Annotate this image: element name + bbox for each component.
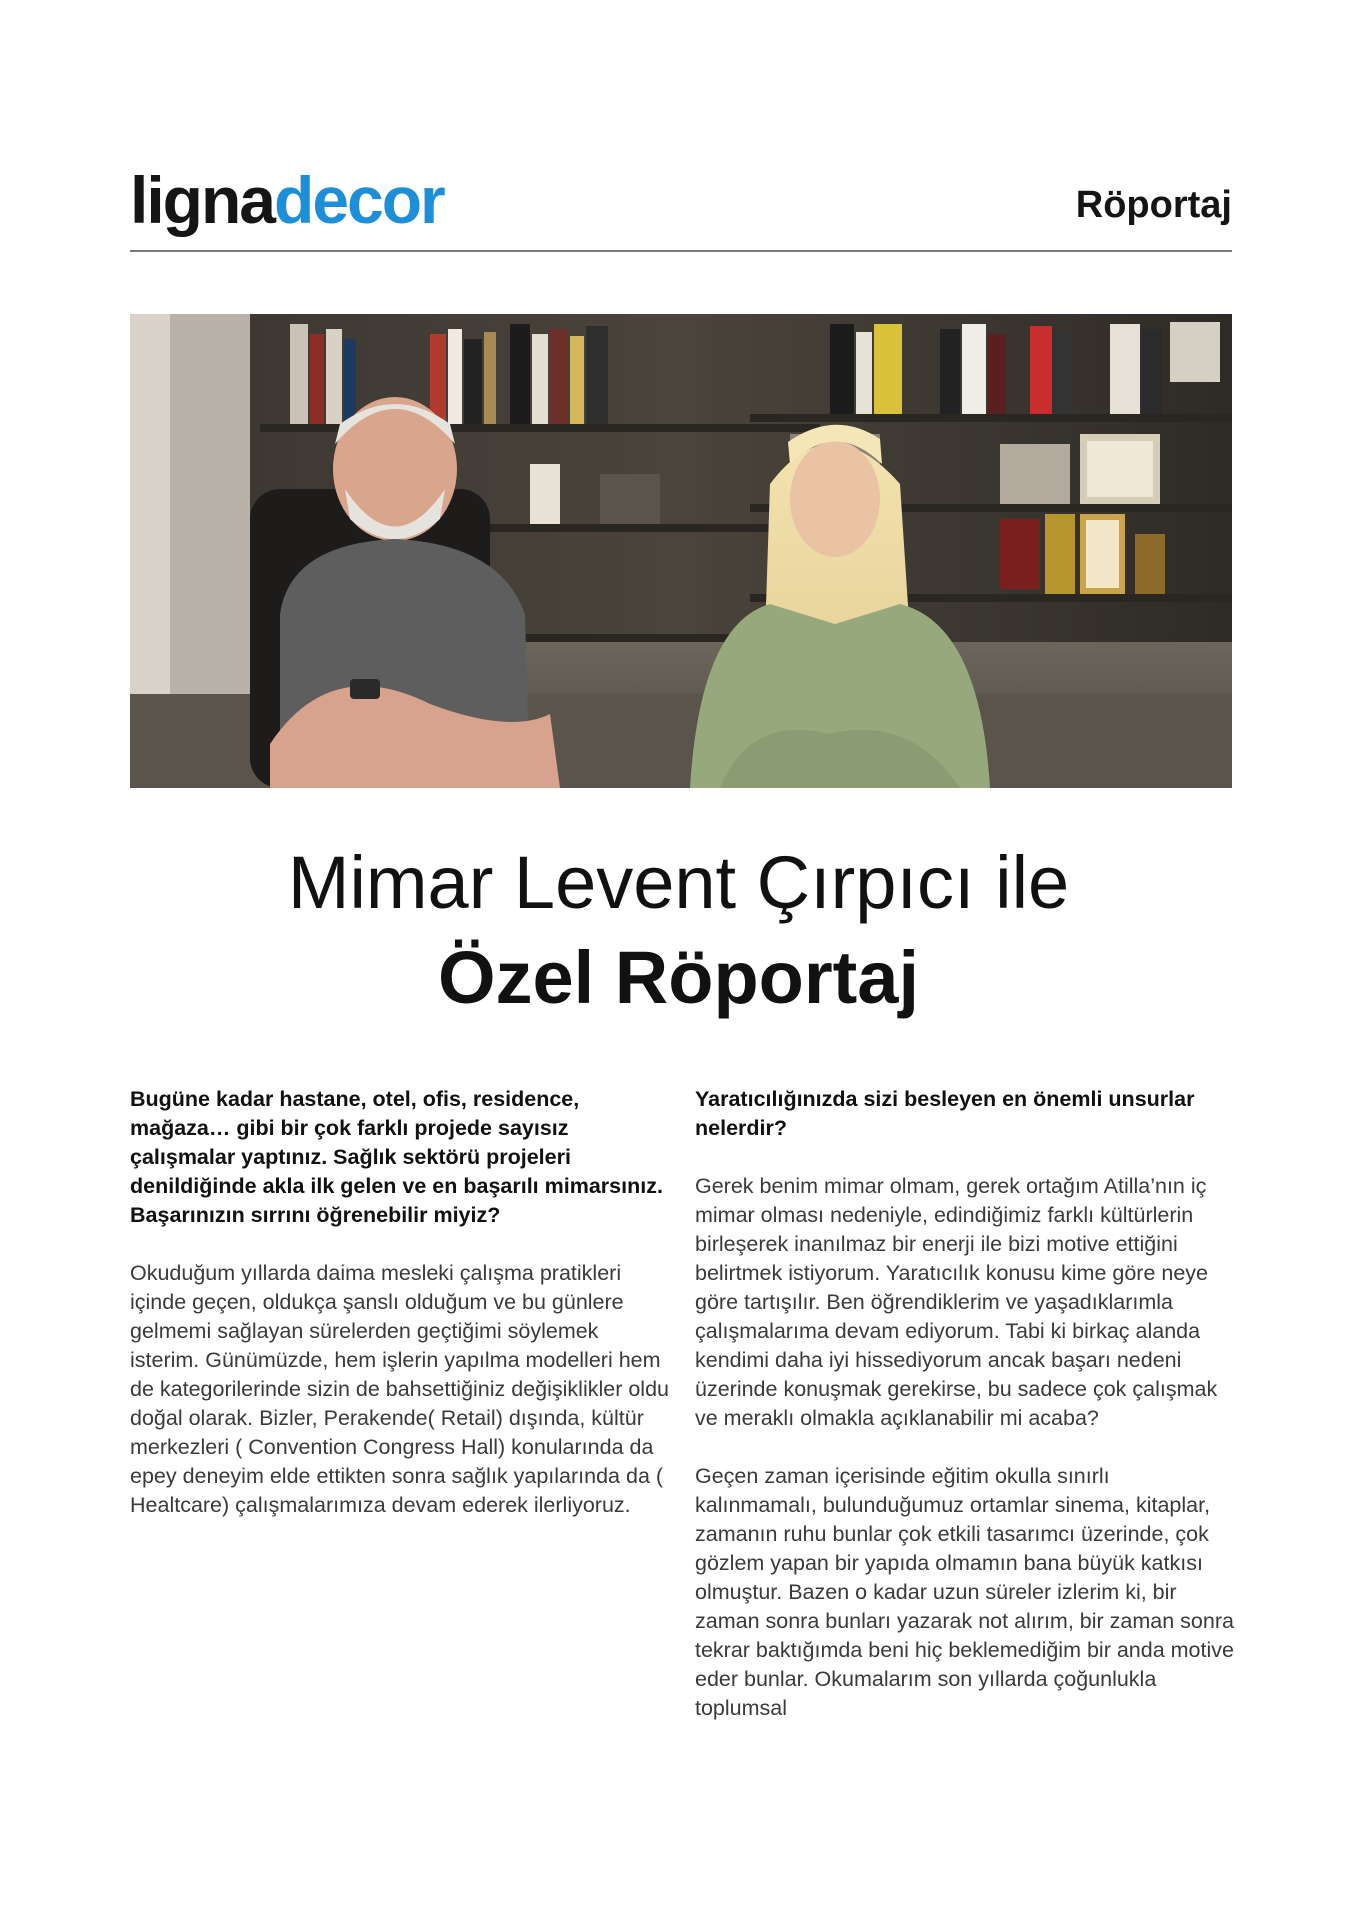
- interview-answer-1: Okuduğum yıllarda daima mesleki çalışma pratikleri içinde geçen, oldukça şanslı olduğum ve bu günlere gelmemi sağlayan sürelerden geçtiğimi söylemek isterim. Günümüzde, hem işlerin yapılma modelleri hem de kategorilerinde sizin de bahsettiğiniz değişiklikler oldu doğal olarak. Bizler, Perakende( Retail) dışında, kültür merkezleri ( Convention Congress Hall) konularında da epey deneyim elde ettikten sonra sağlık yapılarında da ( Healtcare) çalışmalarımıza devam ederek ilerliyoruz.: [130, 1261, 670, 1517]
- page-header: [130, 160, 1232, 250]
- section-label: Röportaj: [1075, 184, 1232, 226]
- left-column: [130, 1085, 670, 1549]
- logo-text-blue: decor: [274, 163, 444, 237]
- article-title-line1: Mimar Levent Çırpıcı ile: [287, 841, 1070, 924]
- right-column: [695, 1085, 1235, 1752]
- interview-answer-2a: Gerek benim mimar olmam, gerek ortağım Atilla’nın iç mimar olması nedeniyle, edindiğimiz farklı kültürlerin birleşerek inanılmaz bir enerji ile bizi motive ettiğini belirtmek istiyorum. Yaratıcılık konusu kime göre neye göre tartışılır. Ben öğrendiklerim ve yaşadıklarımla çalışmalarıma devam ediyorum. Tabi ki birkaç alanda kendimi daha iyi hissediyorum ancak başarı nedeni üzerinde konuşmak gerekirse, bu sadece çok çalışmak ve meraklı olmakla açıklanabilir mi acaba?: [695, 1174, 1218, 1430]
- logo-text-dark: ligna: [130, 163, 275, 237]
- interview-question-2: Yaratıcılığınızda sizi besleyen en önemli unsurlar nelerdir?: [695, 1087, 1195, 1140]
- lignadecor-logo: [130, 160, 444, 240]
- interview-photo: [130, 314, 1232, 788]
- interview-question-1: Bugüne kadar hastane, otel, ofis, residence, mağaza… gibi bir çok farklı projede sayısız çalışmalar yaptınız. Sağlık sektörü projeleri denildiğinde akla ilk gelen ve en başarılı mimarsınız. Başarınızın sırrını öğrenebilir miyiz?: [130, 1087, 663, 1227]
- interview-answer-2b: Geçen zaman içerisinde eğitim okulla sınırlı kalınmamalı, bulunduğumuz ortamlar sinema, kitaplar, zamanın ruhu bunlar çok etkili tasarımcı üzerinde, çok gözlem yapan bir yapıda olmamın bana büyük katkısı olmuştur. Bazen o kadar uzun süreler izlerim ki, bir zaman sonra bunları yazarak not alırım, bir zaman sonra tekrar baktığımda beni hiç beklemediğim bir anda motive eder bunlar. Okumalarım son yıllarda çoğunlukla toplumsal: [695, 1464, 1234, 1720]
- header-divider: [130, 250, 1232, 252]
- article-title-line2: Özel Röportaj: [437, 936, 920, 1019]
